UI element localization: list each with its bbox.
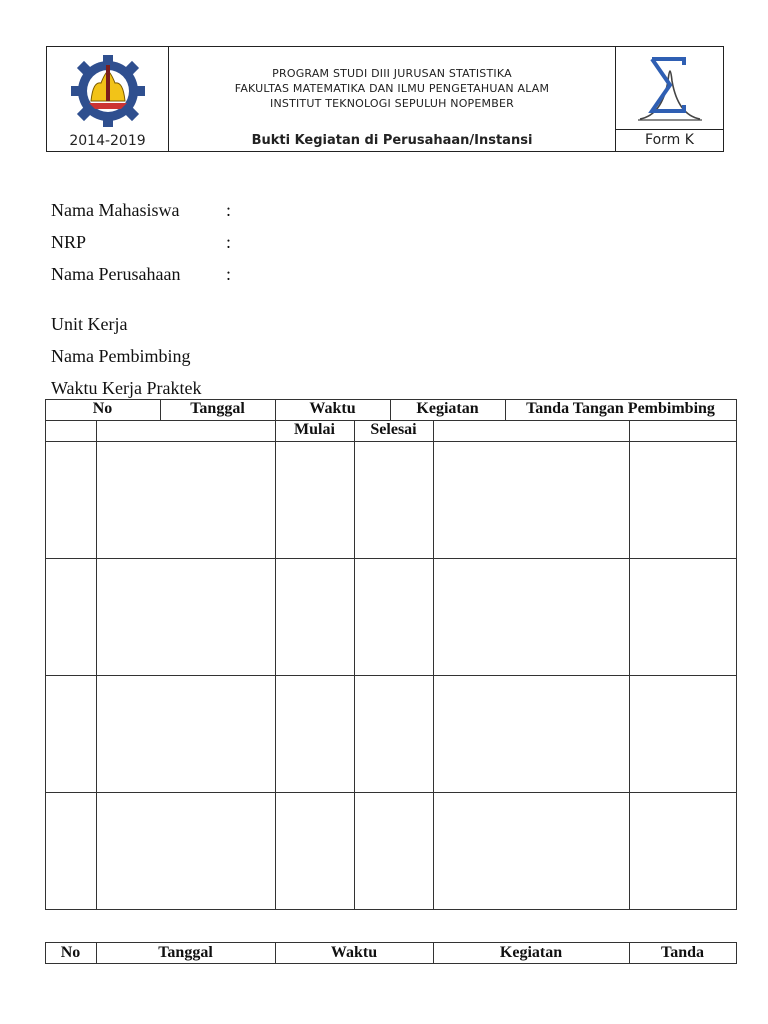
- header-tanggal: Tanggal: [190, 400, 245, 417]
- nama-perusahaan-label: Nama Perusahaan: [51, 264, 181, 284]
- table-rule: [45, 792, 737, 793]
- table-rule: [45, 963, 737, 964]
- title-line-2: FAKULTAS MATEMATIKA DAN ILMU PENGETAHUAN ALAM: [234, 82, 550, 95]
- header2-tanda: Tanda: [661, 944, 704, 961]
- table-rule: [45, 558, 737, 559]
- header-kegiatan: Kegiatan: [416, 400, 479, 417]
- logo-years: 2014-2019: [69, 133, 146, 149]
- table-rule: [736, 399, 737, 910]
- table-rule: [354, 420, 355, 910]
- sigma-cell: [615, 47, 723, 151]
- header2-waktu: Waktu: [330, 944, 378, 961]
- header2-tanggal: Tanggal: [158, 944, 213, 961]
- logo-cell: [47, 47, 169, 151]
- sigma-distribution-icon: [638, 51, 702, 123]
- form-code: Form K: [616, 129, 723, 151]
- its-emblem-icon: [61, 51, 155, 129]
- header-no: No: [92, 400, 113, 417]
- table-rule: [736, 942, 737, 964]
- header-tanda-tangan: Tanda Tangan Pembimbing: [526, 400, 715, 417]
- title-cell: [169, 47, 615, 151]
- table-rule: [629, 420, 630, 910]
- nama-perusahaan-colon: :: [226, 264, 232, 284]
- nrp-label: NRP: [51, 232, 87, 252]
- subheader-mulai: Mulai: [294, 421, 335, 438]
- subheader-selesai: Selesai: [370, 421, 417, 438]
- title-line-1: PROGRAM STUDI DIII JURUSAN STATISTIKA: [272, 67, 512, 80]
- header-waktu: Waktu: [309, 400, 356, 417]
- nama-mahasiswa-colon: :: [226, 200, 232, 220]
- table-rule: [275, 420, 276, 910]
- table-rule: [45, 441, 737, 442]
- form-caption: Bukti Kegiatan di Perusahaan/Instansi: [251, 133, 533, 148]
- table-rule: [45, 909, 737, 910]
- waktu-kerja-label: Waktu Kerja Praktek: [51, 378, 202, 398]
- title-line-3: INSTITUT TEKNOLOGI SEPULUH NOPEMBER: [270, 97, 514, 110]
- table-rule: [45, 942, 737, 943]
- nama-pembimbing-label: Nama Pembimbing: [51, 346, 191, 366]
- institution-title: [169, 66, 615, 111]
- nama-mahasiswa-label: Nama Mahasiswa: [51, 200, 180, 220]
- table-rule: [96, 420, 97, 910]
- form-header: [46, 46, 724, 152]
- table-rule: [45, 399, 46, 910]
- unit-kerja-label: Unit Kerja: [51, 314, 128, 334]
- header2-kegiatan: Kegiatan: [499, 944, 563, 961]
- nrp-colon: :: [226, 232, 232, 252]
- header2-no: No: [60, 944, 81, 961]
- table-rule: [45, 675, 737, 676]
- table-rule: [433, 420, 434, 910]
